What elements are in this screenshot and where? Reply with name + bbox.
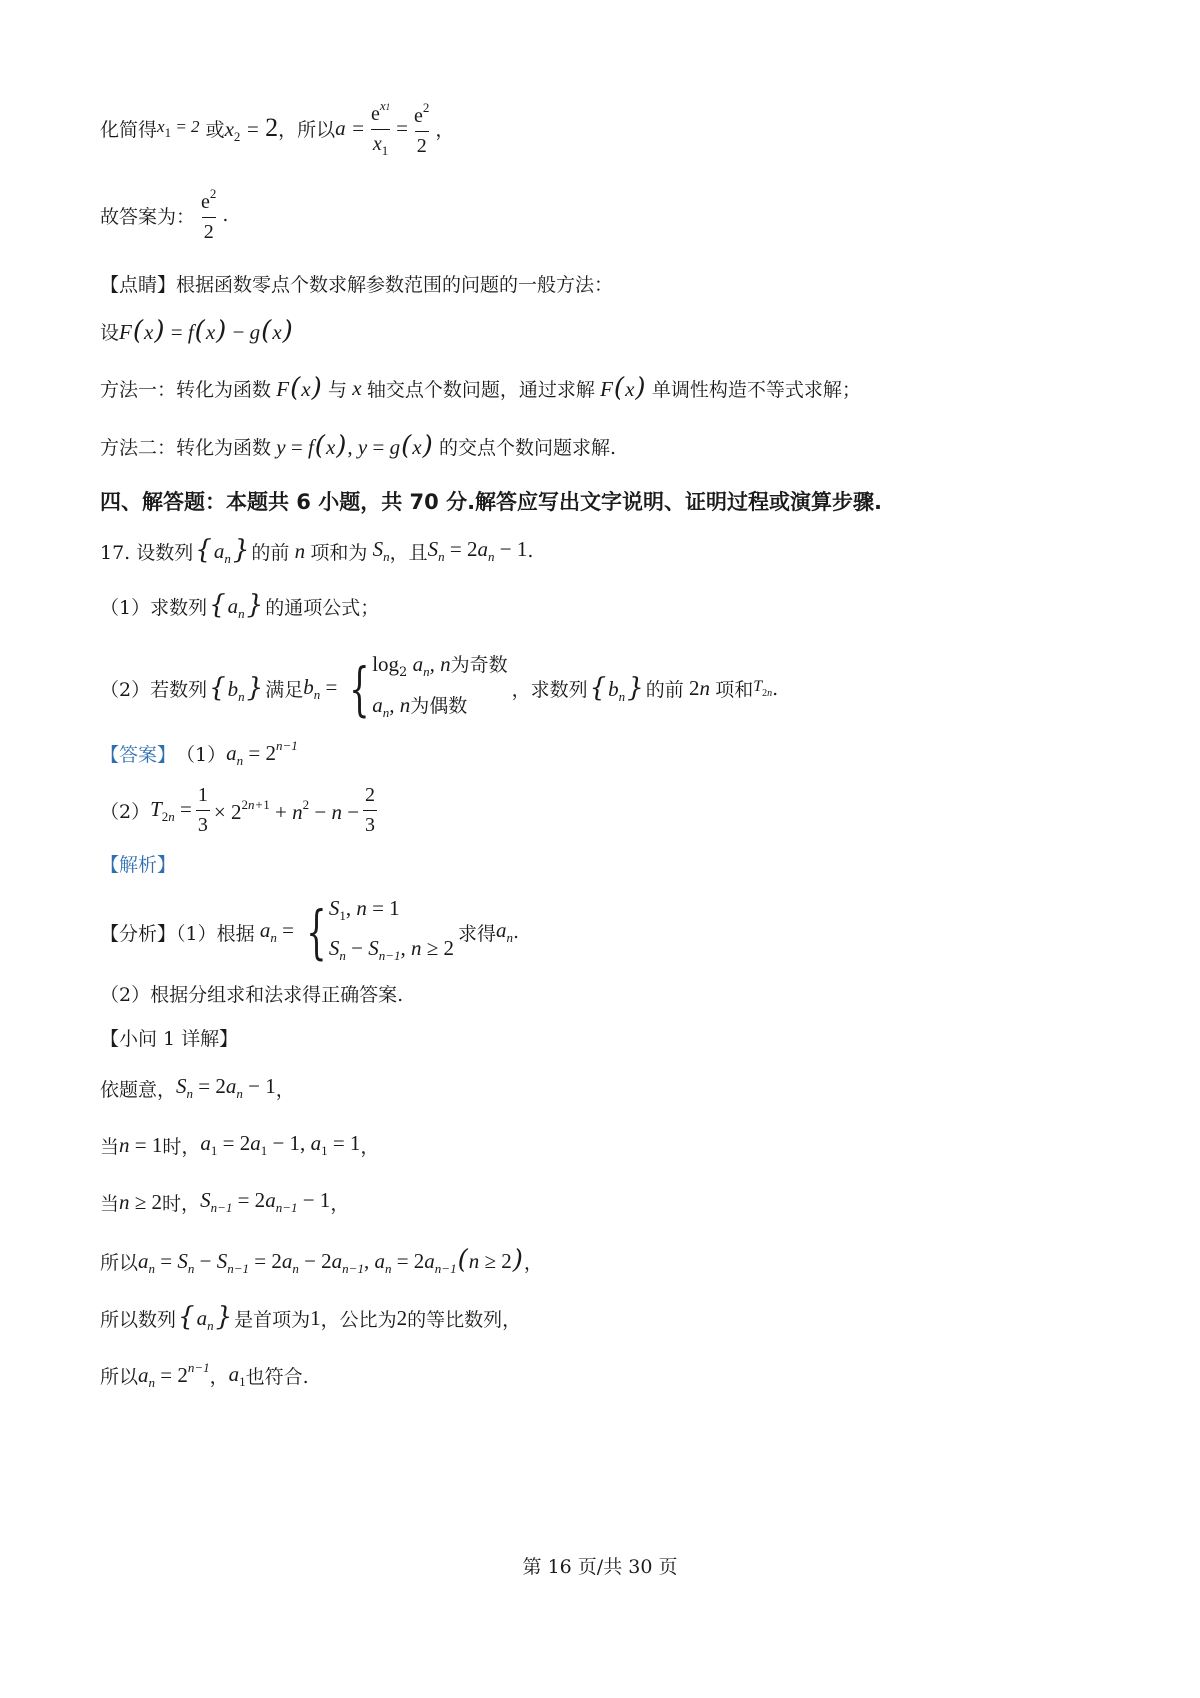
question-17-part-2: （2）若数列 $\{b_n\}$ 满足 $b_n$ = { $\log_2 a_n$, n为奇数 $a_n$, n为偶数 ，求数列 $\{b_n\}$ 的前 2n 项和 $T_{2n}$ . [100,648,778,729]
analysis-part-2: （2）根据分组求和法求得正确答案. [100,984,404,1006]
detail-line-2: 当 n = 1 时， $a_1 = 2a_1 - 1$, $a_1 = 1$ ， [100,1131,380,1158]
fraction-e-x1-over-x1: $\frac{e^{x1}}{x_1}$ [371,98,391,158]
question-17: 17. 设数列 $\{a_n\}$ 的前 n 项和为 $S_n$ ，且 $S_n = 2a_n - 1$ . [100,535,534,566]
section-heading: 四、解答题：本题共 6 小题，共 70 分.解答应写出文字说明、证明过程或演算步骤. [100,490,883,514]
page-footer: 第 16 页/共 30 页 [522,1556,678,1578]
question-17-part-1: （1）求数列 $\{a_n\}$ 的通项公式； [100,590,380,621]
line-simplify: 化简得 $x_1 = 2$ 或 $x_2 = 2$ ，所以 a = $\frac{e^{x1}}{x_1}$ = $\frac{e^2}{2}$ ， [100,98,455,158]
answer-label: 【答案】 [100,744,177,766]
detail-line-6: 所以 $a_n = 2^{n-1}$ ， $a_1$ 也符合. [100,1360,309,1390]
detail-line-1: 依题意， $S_n = 2a_n - 1$ ， [100,1074,295,1101]
fraction-e2-over-2-answer: $\frac{e^2}{2}$ [201,186,217,243]
answer-1: 【答案】 （1） $a_n = 2^{n-1}$ [100,738,298,768]
line-method-2: 方法二：转化为函数 y = f(x), y = g(x) 的交点个数问题求解. [100,431,617,461]
piecewise-b-n: { $\log_2 a_n$, n为奇数 $a_n$, n为偶数 [349,652,508,723]
piecewise-a-n: { $S_1$, n = 1 $S_n - S_{n-1}$, n ≥ 2 [306,896,454,966]
detail-heading: 【小问 1 详解】 [100,1028,239,1050]
detail-line-5: 所以数列 $\{a_n\}$ 是首项为 1 ，公比为 2 的等比数列， [100,1302,522,1333]
answer-2: （2） $T_{2n}$ = $\frac{1}{3}$ × $2^{2n+1} + n^2 - n$ − $\frac{2}{3}$ [100,784,376,836]
line-method-1: 方法一：转化为函数 F(x) 与 x 轴交点个数问题，通过求解 F(x) 单调性构造不等式求解； [100,373,861,403]
fraction-e2-over-2: $\frac{e^2}{2}$ [414,99,430,157]
detail-line-4: 所以 $a_n = S_n - S_{n-1} = 2a_n - 2a_{n-1}$, $a_n = 2a_{n-1}(n \ge 2)$ ， [100,1245,543,1276]
detail-line-3: 当 n ≥ 2 时， $S_{n-1} = 2a_{n-1} - 1$ ， [100,1188,350,1215]
line-final-answer: 故答案为： $\frac{e^2}{2}$ . [100,186,229,243]
line-define-F: 设 F(x) = f(x) − g(x) [100,316,293,346]
analysis-label: 【解析】 [100,854,177,876]
line-dianjing: 【点睛】根据函数零点个数求解参数范围的问题的一般方法： [100,274,614,296]
analysis-part-1: 【分析】（1）根据 $a_n$ = { $S_1$, n = 1 $S_n - S_{n-1}$, n ≥ 2 求得 $a_n$ . [100,892,519,972]
